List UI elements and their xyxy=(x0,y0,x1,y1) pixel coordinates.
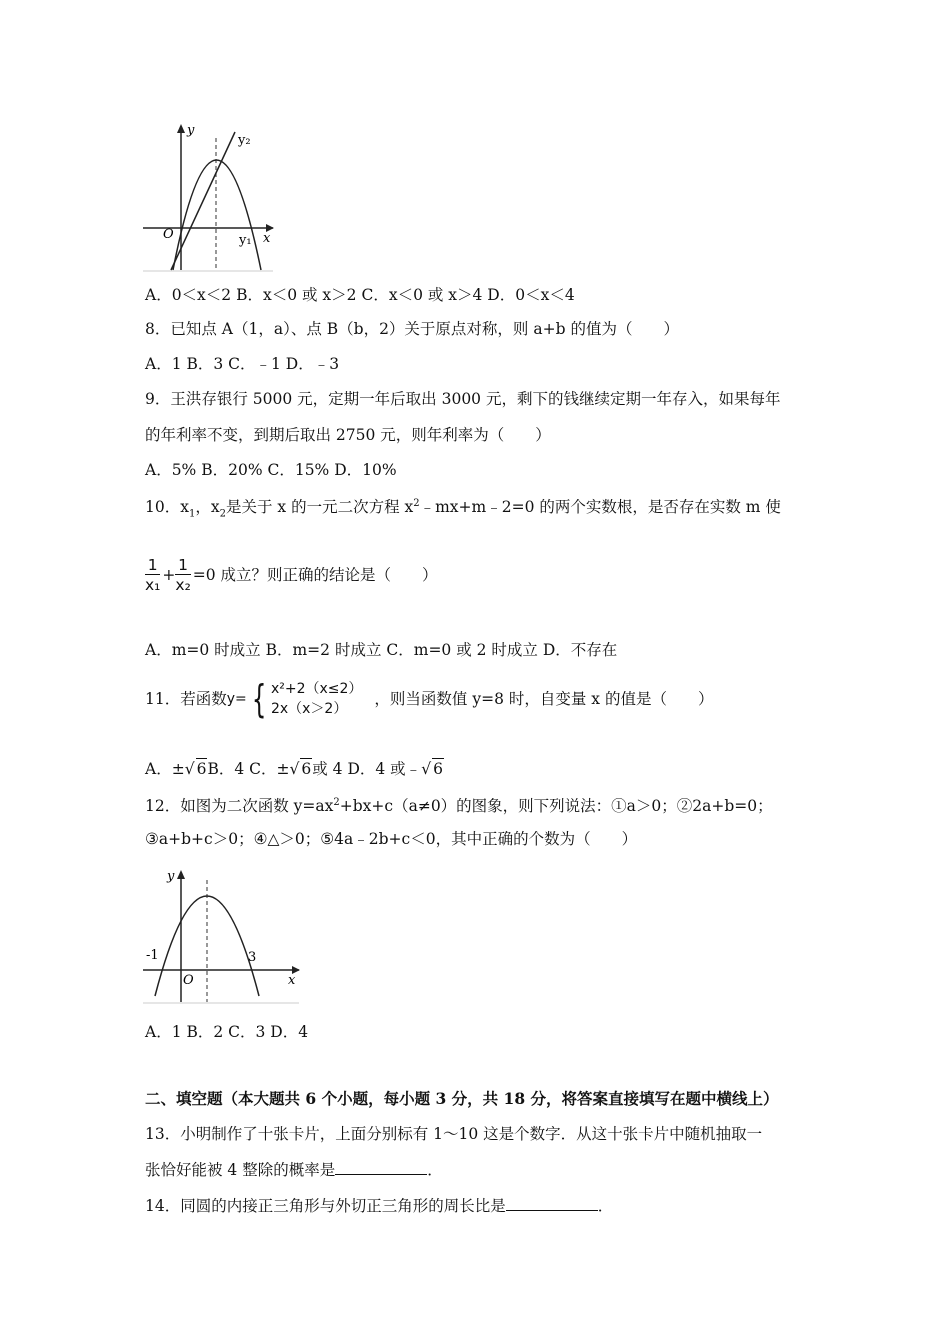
q10-sub1: 1 xyxy=(188,508,196,520)
q10-fraction-condition xyxy=(145,554,438,595)
q13-stem2-a: 张恰好能被 4 整除的概率是 xyxy=(145,1161,336,1179)
q7-graph-figure xyxy=(143,120,275,272)
q12-stem-line2: ③a+b+c＞0；④△＞0；⑤4a﹣2b+c＜0，其中正确的个数为（ ） xyxy=(145,830,638,848)
q11-stem xyxy=(145,675,713,722)
q9-stem-line2: 的年利率不变，到期后取出 2750 元，则年利率为（ ） xyxy=(145,426,551,444)
q10-stem-tail: =0 成立？则正确的结论是（ ） xyxy=(192,566,438,584)
q12-options: A．1 B．2 C．3 D．4 xyxy=(145,1023,309,1041)
q8-stem: 8．已知点 A（1，a）、点 B（b，2）关于原点对称，则 a+b 的值为（ ） xyxy=(145,320,679,338)
q13-answer-blank[interactable] xyxy=(335,1160,427,1175)
q8-options: A．1 B．3 C．﹣1 D．﹣3 xyxy=(145,355,340,373)
q11-piece-1: x²+2（x≤2） xyxy=(270,681,363,697)
q14-stem-a: 14．同圆的内接正三角形与外切正三角形的周长比是 xyxy=(145,1197,506,1215)
q14-stem xyxy=(145,1196,613,1216)
y1-label: y₁ xyxy=(239,233,252,248)
q10-sup2: 2 xyxy=(413,498,420,509)
q11-radicand-d: 6 xyxy=(433,760,443,778)
q13-stem2-b: ． xyxy=(427,1161,443,1179)
q10-plus: + xyxy=(162,566,176,584)
q10-options: A．m=0 时成立 B．m=2 时成立 C．m=0 或 2 时成立 D．不存在 xyxy=(145,641,618,659)
q10-frac1-denominator: x₁ xyxy=(145,575,161,594)
y-axis-arrow xyxy=(177,870,185,879)
q10-fraction-2 xyxy=(175,556,190,595)
q12-stem1-a: 12．如图为二次函数 y=ax xyxy=(145,797,334,816)
y-axis-label: y xyxy=(187,123,195,138)
q10-stem xyxy=(145,494,781,524)
q13-stem-line1: 13．小明制作了十张卡片，上面分别标有 1～10 这是个数字．从这十张卡片中随机抽取一 xyxy=(145,1125,763,1143)
left-brace-icon: { xyxy=(251,677,267,721)
q14-answer-blank[interactable] xyxy=(506,1196,598,1211)
q11-radicand-c: 6 xyxy=(301,760,312,778)
q11-options xyxy=(145,758,444,779)
y-axis-arrow xyxy=(177,124,185,133)
q11-opt-b: B．4 C．± xyxy=(207,760,290,778)
q9-options: A．5% B．20% C．15% D．10% xyxy=(145,461,397,479)
q11-opt-c-end: 或 4 D．4 或﹣ xyxy=(312,760,422,778)
q10-frac1-numerator: 1 xyxy=(145,556,160,575)
q12-stem1-b: +bx+c（a≠0）的图象，则下列说法：①a＞0；②2a+b=0； xyxy=(339,797,773,816)
sqrt-icon: √ xyxy=(289,760,300,778)
y2-label: y₂ xyxy=(238,133,251,148)
sqrt-icon: √ xyxy=(421,760,432,778)
x-axis-label: x xyxy=(263,231,271,246)
q14-stem-b: ． xyxy=(597,1197,614,1215)
y-axis-label: y xyxy=(167,869,175,884)
q10-frac2-denominator: x₂ xyxy=(175,575,191,594)
q10-comma: ，x xyxy=(195,498,220,517)
q7-options: A．0＜x＜2 B．x＜0 或 x＞2 C．x＜0 或 x＞4 D．0＜x＜4 xyxy=(145,286,575,304)
q11-piecewise-function xyxy=(227,676,363,722)
x-axis-label: x xyxy=(288,973,296,988)
q10-stem-start: 10．x xyxy=(145,498,189,517)
neg-one-label: -1 xyxy=(146,948,159,963)
q11-radicand-a: 6 xyxy=(196,760,207,778)
q11-opt-a: A．± xyxy=(145,760,185,778)
q10-sub2: 2 xyxy=(219,508,226,520)
q13-stem-line2 xyxy=(145,1160,443,1180)
q12-stem-line1 xyxy=(145,793,773,816)
q12-sup2: 2 xyxy=(333,797,340,808)
parabola-y1 xyxy=(173,160,261,270)
q10-stem-end: ﹣mx+m﹣2=0 的两个实数根，是否存在实数 m 使 xyxy=(419,498,781,517)
q10-fraction-1 xyxy=(145,556,160,595)
q11-y-equals: y= xyxy=(226,691,247,707)
q12-graph-figure xyxy=(143,866,301,1004)
q10-stem-mid: 是关于 x 的一元二次方程 x xyxy=(225,498,414,517)
q11-piece-2: 2x（x＞2） xyxy=(270,701,348,717)
q10-frac2-numerator: 1 xyxy=(175,556,190,575)
sqrt-icon: √ xyxy=(184,760,195,778)
three-label: 3 xyxy=(248,950,257,965)
q9-stem-line1: 9．王洪存银行 5000 元，定期一年后取出 3000 元，剩下的钱继续定期一年存入，如果每年 xyxy=(145,390,781,408)
origin-label: O xyxy=(163,227,174,242)
q11-stem-end: ，则当函数值 y=8 时，自变量 x 的值是（ ） xyxy=(374,690,714,708)
origin-label: O xyxy=(183,973,194,988)
section-2-heading: 二、填空题（本大题共 6 个小题，每小题 3 分，共 18 分，将答案直接填写在题中横线上） xyxy=(145,1089,779,1108)
q11-stem-start: 11．若函数 xyxy=(145,690,227,708)
